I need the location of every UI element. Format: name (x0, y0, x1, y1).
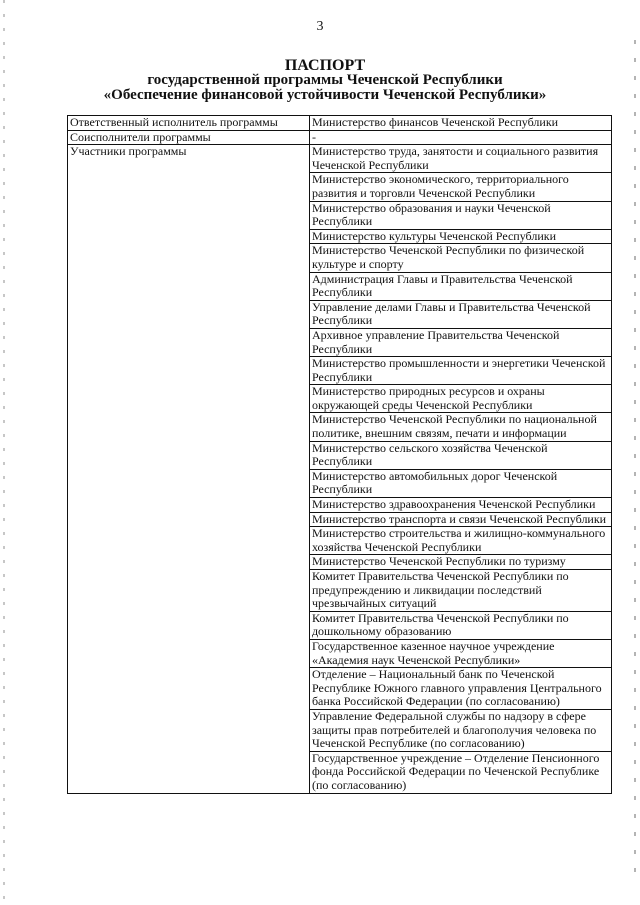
row-value: Министерство финансов Чеченской Республики (309, 116, 611, 131)
scan-edge-left (3, 0, 5, 905)
participant-item: Государственное учреждение – Отделение Пенсионного фонда Российской Федерации по Чеченской Республике (по согласованию) (309, 751, 611, 793)
participant-item: Государственное казенное научное учреждение «Академия наук Чеченской Республики» (309, 639, 611, 667)
participant-item: Министерство труда, занятости и социального развития Чеченской Республики (309, 145, 611, 173)
participant-item: Министерство промышленности и энергетики Чеченской Республики (309, 357, 611, 385)
participant-item: Министерство строительства и жилищно-коммунального хозяйства Чеченской Республики (309, 527, 611, 555)
participant-item: Министерство сельского хозяйства Чеченской Республики (309, 441, 611, 469)
scan-edge-right (634, 40, 636, 880)
program-name: «Обеспечение финансовой устойчивости Чеченской Республики» (103, 87, 547, 103)
participant-item: Архивное управление Правительства Чеченской Республики (309, 328, 611, 356)
participant-item: Министерство Чеченской Республики по туризму (309, 555, 611, 570)
participants-label: Участники программы (68, 145, 310, 793)
participant-item: Министерство культуры Чеченской Республики (309, 229, 611, 244)
table-row (68, 145, 612, 173)
row-value: - (309, 130, 611, 145)
row-label: Соисполнители программы (68, 130, 310, 145)
participant-item: Министерство образования и науки Чеченской Республики (309, 201, 611, 229)
participant-item: Управление делами Главы и Правительства Чеченской Республики (309, 300, 611, 328)
participant-item: Комитет Правительства Чеченской Республики по предупреждению и ликвидации последствий чрезвычайных ситуаций (309, 570, 611, 612)
participant-item: Министерство транспорта и связи Чеченской Республики (309, 512, 611, 527)
table-row (68, 130, 612, 145)
participant-item: Министерство природных ресурсов и охраны окружающей среды Чеченской Республики (309, 385, 611, 413)
document-title: ПАСПОРТ (284, 57, 366, 74)
participant-item: Министерство Чеченской Республики по национальной политике, внешним связям, печати и информации (309, 413, 611, 441)
participant-item: Министерство автомобильных дорог Чеченской Республики (309, 469, 611, 497)
participant-item: Комитет Правительства Чеченской Республики по дошкольному образованию (309, 611, 611, 639)
participant-item: Администрация Главы и Правительства Чеченской Республики (309, 272, 611, 300)
document-title-block (40, 58, 610, 103)
page-number: 3 (316, 19, 324, 34)
row-label: Ответственный исполнитель программы (68, 116, 310, 131)
participant-item: Министерство Чеченской Республики по физической культуре и спорту (309, 244, 611, 272)
participant-item: Управление Федеральной службы по надзору в сфере защиты прав потребителей и благополучия человека по Чеченской Республике (по согласованию) (309, 709, 611, 751)
passport-table (67, 115, 612, 794)
table-row (68, 116, 612, 131)
participant-item: Министерство здравоохранения Чеченской Республики (309, 498, 611, 513)
passport-table-body (68, 116, 612, 794)
participant-item: Министерство экономического, территориального развития и торговли Чеченской Республики (309, 173, 611, 201)
participant-item: Отделение – Национальный банк по Чеченской Республике Южного главного управления Центрального банка Российской Федерации (по согласованию) (309, 668, 611, 710)
document-subtitle: государственной программы Чеченской Республики (147, 72, 503, 88)
